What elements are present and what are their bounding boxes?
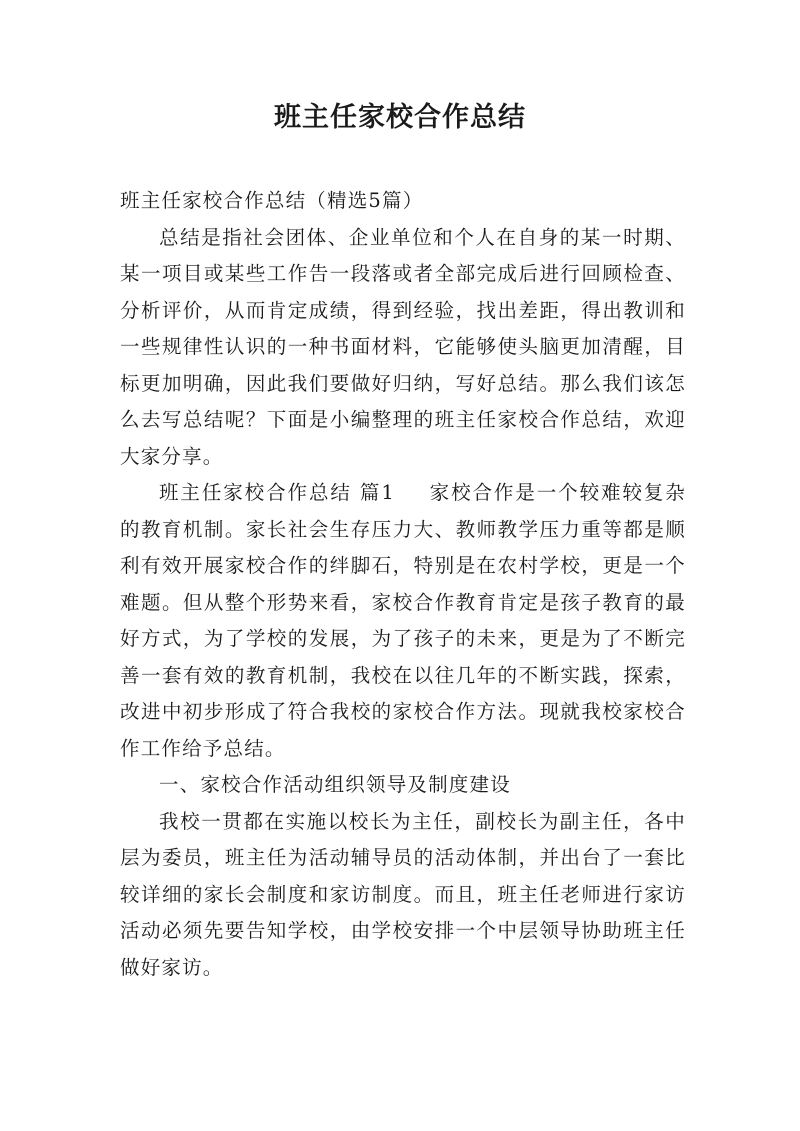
intro-paragraph: 总结是指社会团体、企业单位和个人在自身的某一时期、某一项目或某些工作告一段落或者全部完成后进行回顾检查、分析评价，从而肯定成绩，得到经验，找出差距，得出教训和一些规律性认识的一种书面材料，它能够使头脑更加清醒，目标更加明确，因此我们要做好归纳，写好总结。那么我们该怎么去写总结呢？下面是小编整理的班主任家校合作总结，欢迎大家分享。 — [120, 225, 686, 468]
document-body — [120, 183, 686, 986]
document-title: 班主任家校合作总结 — [274, 102, 526, 133]
section-paragraph — [120, 475, 686, 767]
body-paragraph-1: 我校一贯都在实施以校长为主任，副校长为副主任，各中层为委员，班主任为活动辅导员的活动体制，并出台了一套比较详细的家长会制度和家访制度。而且，班主任老师进行家访活动必须先要告知学校，由学校安排一个中层领导协助班主任做好家访。 — [120, 809, 686, 979]
section-heading-1: 一、家校合作活动组织领导及制度建设 — [159, 773, 511, 796]
section-label: 班主任家校合作总结 篇1 — [159, 481, 395, 504]
document-subtitle: 班主任家校合作总结（精选5篇） — [120, 189, 424, 212]
section-body: 家校合作是一个较难较复杂的教育机制。家长社会生存压力大、教师教学压力重等都是顺利有效开展家校合作的绊脚石，特别是在农村学校，更是一个难题。但从整个形势来看，家校合作教育肯定是孩子教育的最好方式，为了学校的发展，为了孩子的未来，更是为了不断完善一套有效的教育机制，我校在以往几年的不断实践，探索，改进中初步形成了符合我校的家校合作方法。现就我校家校合作工作给予总结。 — [120, 481, 686, 760]
